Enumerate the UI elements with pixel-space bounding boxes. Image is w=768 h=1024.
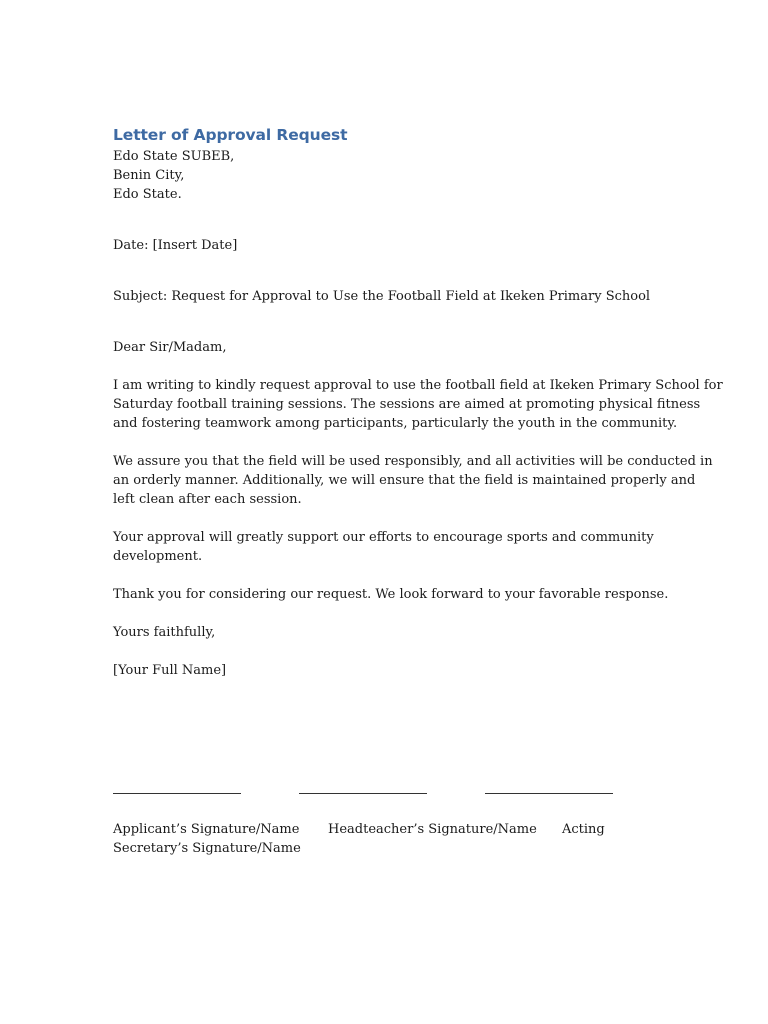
subject-line: Subject: Request for Approval to Use the Football Field at Ikeken Primary School xyxy=(113,289,651,304)
signature-lines xyxy=(113,793,658,805)
paragraph-request xyxy=(113,376,723,433)
address-line: Edo State SUBEB, xyxy=(113,149,235,164)
paragraph-support xyxy=(113,528,658,566)
applicant-signature-line xyxy=(113,793,241,794)
paragraph-line: left clean after each session. xyxy=(113,492,302,507)
sender-name: [Your Full Name] xyxy=(113,663,227,678)
paragraph-line: We assure you that the field will be used responsibly, and all activities will be conducted in xyxy=(113,454,713,469)
letter-title: Letter of Approval Request xyxy=(113,126,348,144)
secretary-signature-label: Secretary’s Signature/Name xyxy=(113,841,301,856)
paragraph-thanks: Thank you for considering our request. We look forward to your favorable response. xyxy=(113,587,669,602)
signature-labels xyxy=(113,820,658,858)
address-line: Edo State. xyxy=(113,187,182,202)
secretary-signature-line xyxy=(485,793,613,794)
closing: Yours faithfully, xyxy=(113,625,216,640)
paragraph-line: and fostering teamwork among participants, particularly the youth in the community. xyxy=(113,416,678,431)
salutation: Dear Sir/Madam, xyxy=(113,340,227,355)
paragraph-line: an orderly manner. Additionally, we will ensure that the field is maintained properly and xyxy=(113,473,696,488)
letter-body xyxy=(113,124,723,680)
applicant-signature-label: Applicant’s Signature/Name xyxy=(113,822,300,837)
paragraph-line: Your approval will greatly support our efforts to encourage sports and community xyxy=(113,530,654,545)
headteacher-signature-line xyxy=(299,793,427,794)
acting-label: Acting xyxy=(562,822,605,837)
headteacher-signature-label: Headteacher’s Signature/Name xyxy=(328,822,537,837)
paragraph-line: development. xyxy=(113,549,203,564)
address-line: Benin City, xyxy=(113,168,185,183)
paragraph-line: Saturday football training sessions. The sessions are aimed at promoting physical fitness xyxy=(113,397,701,412)
recipient-address xyxy=(113,147,658,204)
paragraph-line: I am writing to kindly request approval to use the football field at Ikeken Primary School for xyxy=(113,378,723,393)
paragraph-assurance xyxy=(113,452,713,509)
date-line: Date: [Insert Date] xyxy=(113,238,238,253)
